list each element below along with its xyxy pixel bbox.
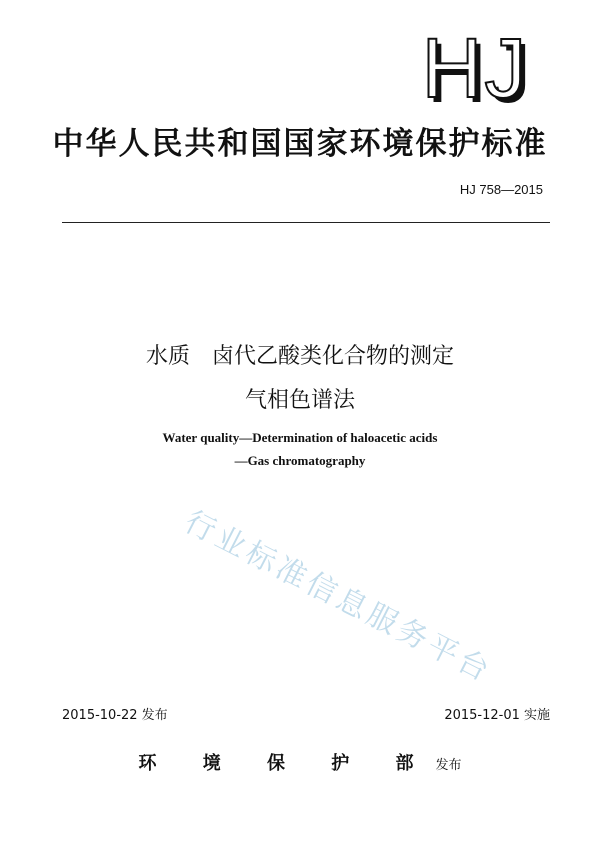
hj-logo: HJ <box>421 21 529 115</box>
title-zh-line2: 气相色谱法 <box>244 388 355 413</box>
title-en-line2: —Gas chromatography <box>234 453 366 468</box>
title-zh-line1: 水质 卤代乙酸类化合物的测定 <box>145 344 454 369</box>
implement-date: 2015-12-01 实施 <box>444 708 550 723</box>
standard-number: HJ 758—2015 <box>459 182 543 197</box>
publisher-name: 环 境 保 护 部 <box>138 753 434 774</box>
issuing-authority-title: 中华人民共和国国家环境保护标准 <box>52 126 548 162</box>
watermark: 行业标准信息服务平台 <box>178 504 498 690</box>
title-en-line1: Water quality—Determination of haloacetic acids <box>162 430 438 445</box>
publisher-suffix: 发布 <box>435 758 462 773</box>
publisher <box>0 749 600 775</box>
issue-date: 2015-10-22 发布 <box>62 708 168 723</box>
header-divider <box>62 222 550 223</box>
